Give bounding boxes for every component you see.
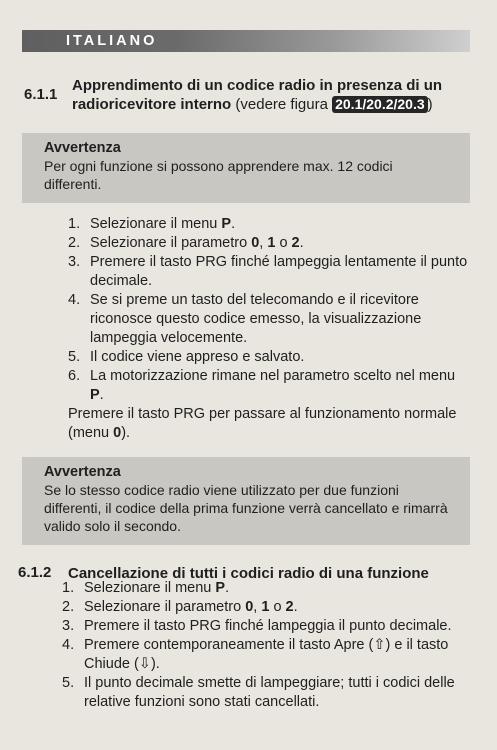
warning-text: Se lo stesso codice radio viene utilizzato per due funzioni differenti, il codice della prima funzione verrà cancellato e rimarrà valido solo il secondo. xyxy=(44,482,448,534)
list-item: 6. La motorizzazione rimane nel parametro scelto nel menu P. xyxy=(68,368,456,403)
list-item: 3. Premere il tasto PRG finché lampeggia lentamente il punto decimale. xyxy=(68,254,468,289)
section-number: 6.1.2 xyxy=(18,564,52,581)
list-item: 2. Selezionare il parametro 0, 1 o 2. xyxy=(62,599,298,615)
warning-note xyxy=(22,133,470,203)
section-title: Cancellazione di tutti i codici radio di una funzione xyxy=(68,565,429,582)
list-item: 5. Il codice viene appreso e salvato. xyxy=(68,349,305,365)
section-title-bold: Apprendimento di un codice radio in presenza di un radioricevitore interno xyxy=(72,77,443,113)
list-item: 4. Premere contemporaneamente il tasto Apre (⇧) e il tasto Chiude (⇩). xyxy=(62,637,449,672)
section-title-rest: (vedere figura xyxy=(231,96,333,113)
section-title xyxy=(72,76,472,114)
section-title-end: ) xyxy=(427,96,433,113)
section-number: 6.1.1 xyxy=(24,86,58,103)
language-label: ITALIANO xyxy=(66,33,158,49)
list-item: 4. Se si preme un tasto del telecomando e il ricevitore riconosce questo codice emesso, la visualizzazione lampeggia velocemente. xyxy=(68,292,422,346)
warning-text: Per ogni funzione si possono apprendere max. 12 codici differenti. xyxy=(44,158,393,192)
closing-paragraph: Premere il tasto PRG per passare al funzionamento normale (menu 0). xyxy=(68,406,457,441)
list-item: 3. Premere il tasto PRG finché lampeggia il punto decimale. xyxy=(62,618,452,634)
language-header-bar xyxy=(22,30,470,52)
steps-list xyxy=(68,215,468,405)
list-item: 2. Selezionare il parametro 0, 1 o 2. xyxy=(68,235,304,251)
warning-title: Avvertenza xyxy=(44,140,121,156)
list-item: 1. Selezionare il menu P. xyxy=(62,580,230,596)
list-item: 1. Selezionare il menu P. xyxy=(68,216,236,232)
list-item: 5. Il punto decimale smette di lampeggiare; tutti i codici delle relative funzioni sono stati cancellati. xyxy=(62,675,455,710)
figure-reference: 20.1/20.2/20.3 xyxy=(332,96,428,113)
steps-list xyxy=(62,579,467,712)
warning-note xyxy=(22,457,470,545)
warning-title: Avvertenza xyxy=(44,464,121,480)
